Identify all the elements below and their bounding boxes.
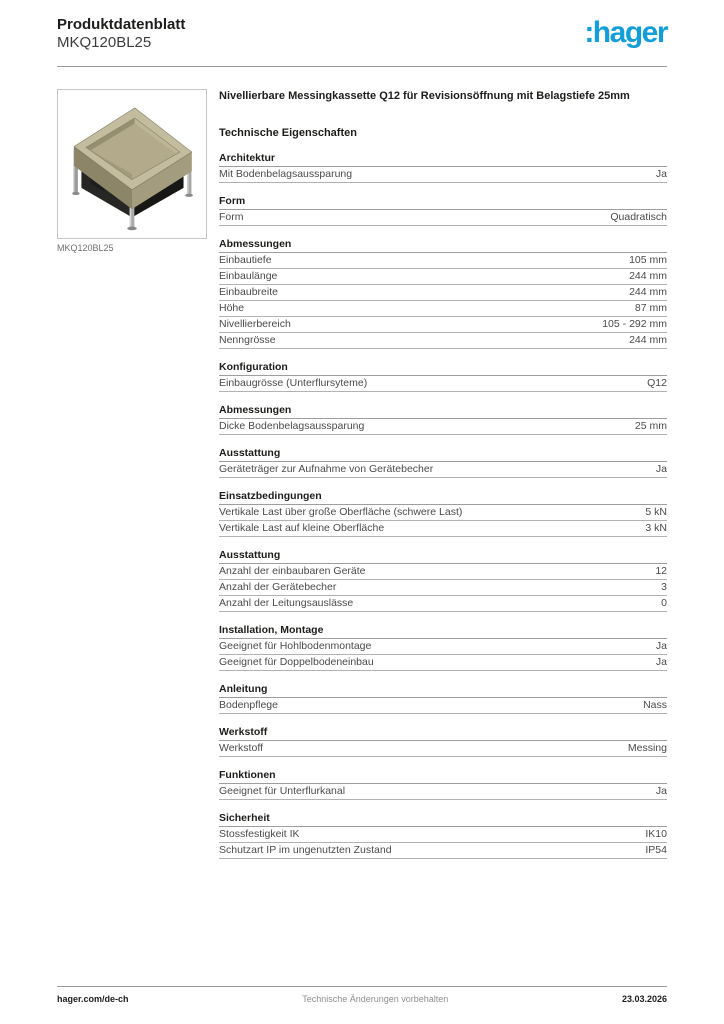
spec-row bbox=[219, 580, 667, 596]
footer-website-link[interactable]: hager.com/de-ch bbox=[57, 994, 129, 1004]
spec-row-value: 244 mm bbox=[629, 333, 667, 346]
spec-row-value: 3 kN bbox=[645, 521, 667, 534]
spec-row bbox=[219, 596, 667, 612]
spec-row-value: IK10 bbox=[645, 827, 667, 840]
spec-row-label: Werkstoff bbox=[219, 741, 263, 754]
product-reference: MKQ120BL25 bbox=[57, 34, 152, 52]
spec-row-value: 12 bbox=[655, 564, 667, 577]
spec-groups bbox=[219, 152, 667, 859]
spec-row bbox=[219, 253, 667, 269]
product-title: Nivellierbare Messingkassette Q12 für Revisionsöffnung mit Belagstiefe 25mm bbox=[219, 89, 630, 102]
spec-group bbox=[219, 624, 667, 671]
spec-row-value: 5 kN bbox=[645, 505, 667, 518]
spec-row-label: Anzahl der einbaubaren Geräte bbox=[219, 564, 366, 577]
spec-row-label: Geeignet für Unterflurkanal bbox=[219, 784, 346, 797]
spec-row-value: 105 - 292 mm bbox=[602, 317, 667, 330]
spec-row bbox=[219, 419, 667, 435]
spec-row-label: Geeignet für Doppelbodeneinbau bbox=[219, 655, 374, 668]
spec-row-value: Ja bbox=[655, 462, 667, 475]
spec-row bbox=[219, 741, 667, 757]
spec-group bbox=[219, 683, 667, 714]
spec-row bbox=[219, 698, 667, 714]
spec-group bbox=[219, 812, 667, 859]
spec-row-label: Anzahl der Leitungsauslässe bbox=[219, 596, 354, 609]
spec-row bbox=[219, 285, 667, 301]
spec-group-title: Ausstattung bbox=[219, 549, 667, 564]
product-image-caption: MKQ120BL25 bbox=[57, 242, 114, 253]
page-footer bbox=[57, 986, 667, 1004]
spec-group-title: Form bbox=[219, 195, 667, 210]
spec-row-label: Dicke Bodenbelagsaussparung bbox=[219, 419, 365, 432]
spec-row-value: Ja bbox=[655, 784, 667, 797]
spec-group bbox=[219, 447, 667, 478]
spec-group-title: Anleitung bbox=[219, 683, 667, 698]
spec-group-title: Sicherheit bbox=[219, 812, 667, 827]
spec-row bbox=[219, 462, 667, 478]
spec-row bbox=[219, 639, 667, 655]
spec-row bbox=[219, 317, 667, 333]
spec-row-label: Geräteträger zur Aufnahme von Gerätebecher bbox=[219, 462, 434, 475]
spec-row-label: Mit Bodenbelagsaussparung bbox=[219, 167, 353, 180]
spec-row-label: Schutzart IP im ungenutzten Zustand bbox=[219, 843, 392, 856]
spec-row-label: Vertikale Last auf kleine Oberfläche bbox=[219, 521, 385, 534]
spec-row-value: 244 mm bbox=[629, 269, 667, 282]
footer-date: 23.03.2026 bbox=[621, 994, 667, 1004]
spec-group bbox=[219, 726, 667, 757]
spec-row-label: Bodenpflege bbox=[219, 698, 278, 711]
spec-row bbox=[219, 301, 667, 317]
spec-group bbox=[219, 769, 667, 800]
content-area bbox=[57, 89, 667, 871]
spec-group bbox=[219, 361, 667, 392]
spec-row-value: Ja bbox=[655, 655, 667, 668]
spec-group-title: Installation, Montage bbox=[219, 624, 667, 639]
spec-row-label: Nenngrösse bbox=[219, 333, 276, 346]
footer-notice: Technische Änderungen vorbehalten bbox=[302, 994, 449, 1004]
spec-row-value: 25 mm bbox=[634, 419, 667, 432]
spec-row bbox=[219, 564, 667, 580]
spec-group bbox=[219, 195, 667, 226]
spec-row bbox=[219, 210, 667, 226]
spec-row-label: Vertikale Last über große Oberfläche (schwere Last) bbox=[219, 505, 463, 518]
spec-row bbox=[219, 505, 667, 521]
spec-row-label: Nivellierbereich bbox=[219, 317, 291, 330]
spec-row-value: 3 bbox=[661, 580, 667, 593]
spec-row-value: Ja bbox=[655, 639, 667, 652]
spec-row bbox=[219, 843, 667, 859]
product-image bbox=[57, 89, 207, 239]
tech-properties-heading: Technische Eigenschaften bbox=[219, 126, 357, 139]
spec-group-title: Einsatzbedingungen bbox=[219, 490, 667, 505]
spec-group-title: Abmessungen bbox=[219, 238, 667, 253]
spec-row bbox=[219, 827, 667, 843]
spec-group-title: Ausstattung bbox=[219, 447, 667, 462]
header-titles bbox=[57, 16, 185, 53]
spec-row-value: Nass bbox=[643, 698, 667, 711]
spec-group-title: Funktionen bbox=[219, 769, 667, 784]
spec-row-value: 105 mm bbox=[629, 253, 667, 266]
spec-row-value: Quadratisch bbox=[610, 210, 667, 223]
spec-row bbox=[219, 167, 667, 183]
spec-row bbox=[219, 376, 667, 392]
spec-row-value: Q12 bbox=[647, 376, 667, 389]
spec-group bbox=[219, 238, 667, 349]
spec-column bbox=[207, 89, 667, 871]
spec-row bbox=[219, 784, 667, 800]
spec-row bbox=[219, 269, 667, 285]
spec-row bbox=[219, 655, 667, 671]
spec-row-value: IP54 bbox=[645, 843, 667, 856]
spec-row-label: Anzahl der Gerätebecher bbox=[219, 580, 337, 593]
spec-group bbox=[219, 549, 667, 612]
spec-row-label: Einbaubreite bbox=[219, 285, 278, 298]
spec-row-label: Geeignet für Hohlbodenmontage bbox=[219, 639, 372, 652]
hager-logo: :hager bbox=[584, 16, 667, 49]
spec-group bbox=[219, 152, 667, 183]
spec-row-label: Stossfestigkeit IK bbox=[219, 827, 300, 840]
spec-row bbox=[219, 521, 667, 537]
spec-row-label: Höhe bbox=[219, 301, 245, 314]
spec-row-label: Einbaugrösse (Unterflursyteme) bbox=[219, 376, 368, 389]
floor-box-illustration bbox=[63, 95, 201, 233]
spec-group-title: Architektur bbox=[219, 152, 667, 167]
spec-row-label: Form bbox=[219, 210, 244, 223]
page-header bbox=[57, 16, 667, 67]
spec-group-title: Konfiguration bbox=[219, 361, 667, 376]
spec-row-value: Ja bbox=[655, 167, 667, 180]
spec-row-value: 87 mm bbox=[634, 301, 667, 314]
spec-group-title: Werkstoff bbox=[219, 726, 667, 741]
spec-group-title: Abmessungen bbox=[219, 404, 667, 419]
spec-row-value: 0 bbox=[661, 596, 667, 609]
spec-row-label: Einbaulänge bbox=[219, 269, 278, 282]
spec-row-label: Einbautiefe bbox=[219, 253, 272, 266]
spec-group bbox=[219, 404, 667, 435]
spec-row-value: Messing bbox=[627, 741, 667, 754]
spec-row bbox=[219, 333, 667, 349]
spec-group bbox=[219, 490, 667, 537]
document-type: Produktdatenblatt bbox=[57, 16, 186, 33]
spec-row-value: 244 mm bbox=[629, 285, 667, 298]
product-image-column bbox=[57, 89, 207, 871]
